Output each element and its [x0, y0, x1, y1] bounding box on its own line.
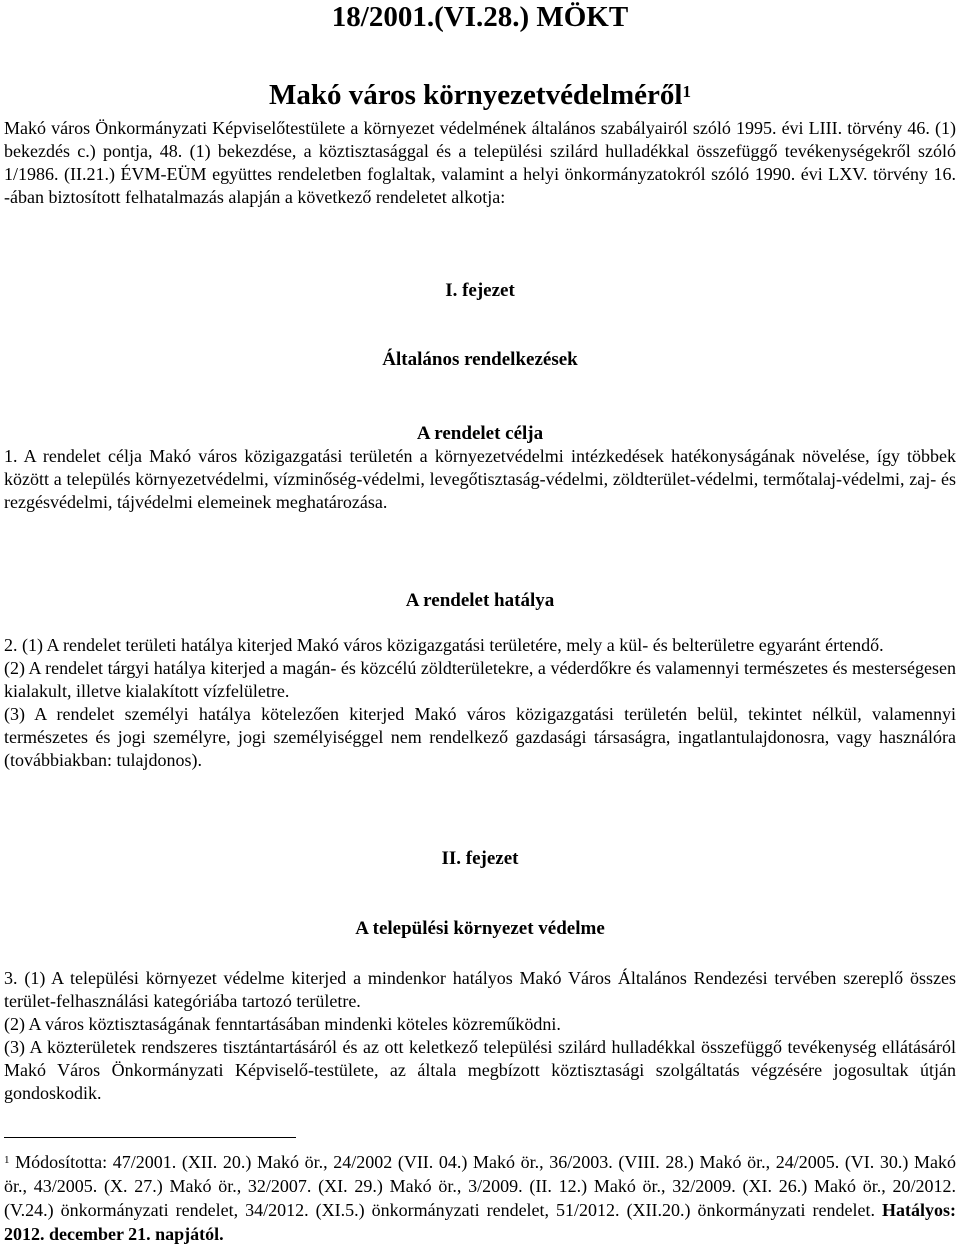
- chapter-2-body: [4, 967, 956, 1105]
- section-aim-body: [4, 445, 956, 514]
- section-scope-body: [4, 634, 956, 772]
- paragraph-3-2: (2) A város köztisztaságának fenntartásában mindenki köteles közreműködni.: [4, 1014, 561, 1034]
- section-aim-heading: A rendelet célja: [416, 423, 544, 444]
- section-scope-heading: A rendelet hatálya: [405, 590, 555, 611]
- footnote-mark: 1: [4, 1154, 10, 1166]
- regulation-title-text: Makó város környezetvédelméről: [269, 79, 683, 111]
- chapter-1-label: I. fejezet: [445, 280, 515, 301]
- footnote-text: Módosította: 47/2001. (XII. 20.) Makó ör., 24/2002 (VII. 04.) Makó ör., 36/2003. (VIII. 28.) Makó ör., 24/2005. (VI. 30.) Makó ör., 43/2005. (X. 27.) Makó ör., 32/2007. (XI. 29.) Makó ör., 3/2009. (II. 12.) Makó ör., 32/2009. (XI. 26.) Makó ör., 20/2012. (V.24.) önkormányzati rendelet, 34/2012. (XI.5.) önkormányzati rendelet, 51/2012. (XII.20.) önkormányzati rendelet.: [4, 1152, 957, 1220]
- footnote-separator: [4, 1137, 296, 1138]
- chapter-2-label: II. fejezet: [441, 848, 519, 869]
- footnote-effective-date: Hatályos: 2012. december 21. napjától.: [4, 1200, 956, 1244]
- title-footnote-mark[interactable]: 1: [682, 82, 691, 101]
- regulation-title: [4, 78, 956, 112]
- paragraph-2-1: 2. (1) A rendelet területi hatálya kiterjed Makó város közigazgatási területére, mely a kül- és belterületre egyaránt értendő.: [4, 635, 884, 655]
- regulation-number: 18/2001.(VI.28.) MÖKT: [331, 1, 629, 33]
- paragraph-1: 1. A rendelet célja Makó város közigazgatási területén a környezetvédelmi intézkedések hatékonyságának növelése, így többek között a település környezetvédelmi, vízminőség-védelmi, levegőtisztaság-védelmi, zöldterület-védelmi, termőtalaj-védelmi, zaj- és rezgésvédelmi, tájvédelmi elemeinek meghatározása.: [4, 446, 956, 512]
- chapter-2-title: A települési környezet védelme: [355, 918, 605, 939]
- preamble-text: Makó város Önkormányzati Képviselőtestülete a környezet védelmének általános szabályairól szóló 1995. évi LIII. törvény 46. (1) bekezdés c.) pontja, 48. (1) bekezdése, a köztisztasággal és a települési szilárd hulladékkal összefüggő tevékenységekről szóló 1/1986. (II.21.) ÉVM-EÜM együttes rendeletben foglaltak, valamint a helyi önkormányzatokról szóló 1990. évi LXV. törvény 16. -ában biztosított felhatalmazás alapján a következő rendeletet alkotja:: [4, 118, 956, 207]
- chapter-1-title: Általános rendelkezések: [382, 349, 578, 370]
- preamble: [4, 117, 956, 209]
- paragraph-2-2: (2) A rendelet tárgyi hatálya kiterjed a magán- és közcélú zöldterületekre, a véderdőkre és valamennyi természetes és mesterségesen kialakult, illetve kialakított vízfelületre.: [4, 658, 956, 701]
- footnote: [4, 1150, 956, 1246]
- paragraph-3-3: (3) A közterületek rendszeres tisztántartásáról és az ott keletkező települési szilárd hulladékkal összefüggő tevékenység ellátásáról Makó Város Önkormányzati Képviselő-testülete, az általa megbízott köztisztasági szolgáltatás végzésére jogosultak útján gondoskodik.: [4, 1037, 956, 1103]
- paragraph-2-3: (3) A rendelet személyi hatálya kötelezően kiterjed Makó város közigazgatási területén belül, tekintet nélkül, valamennyi természetes és jogi személyre, jogi személyiséggel nem rendelkező gazdasági társaságra, ingatlantulajdonosra, vagy használóra (továbbiakban: tulajdonos).: [4, 704, 956, 770]
- paragraph-3-1: 3. (1) A települési környezet védelme kiterjed a mindenkor hatályos Makó Város Általános Rendezési tervében szereplő összes terület-felhasználási kategóriába tartozó területre.: [4, 968, 956, 1011]
